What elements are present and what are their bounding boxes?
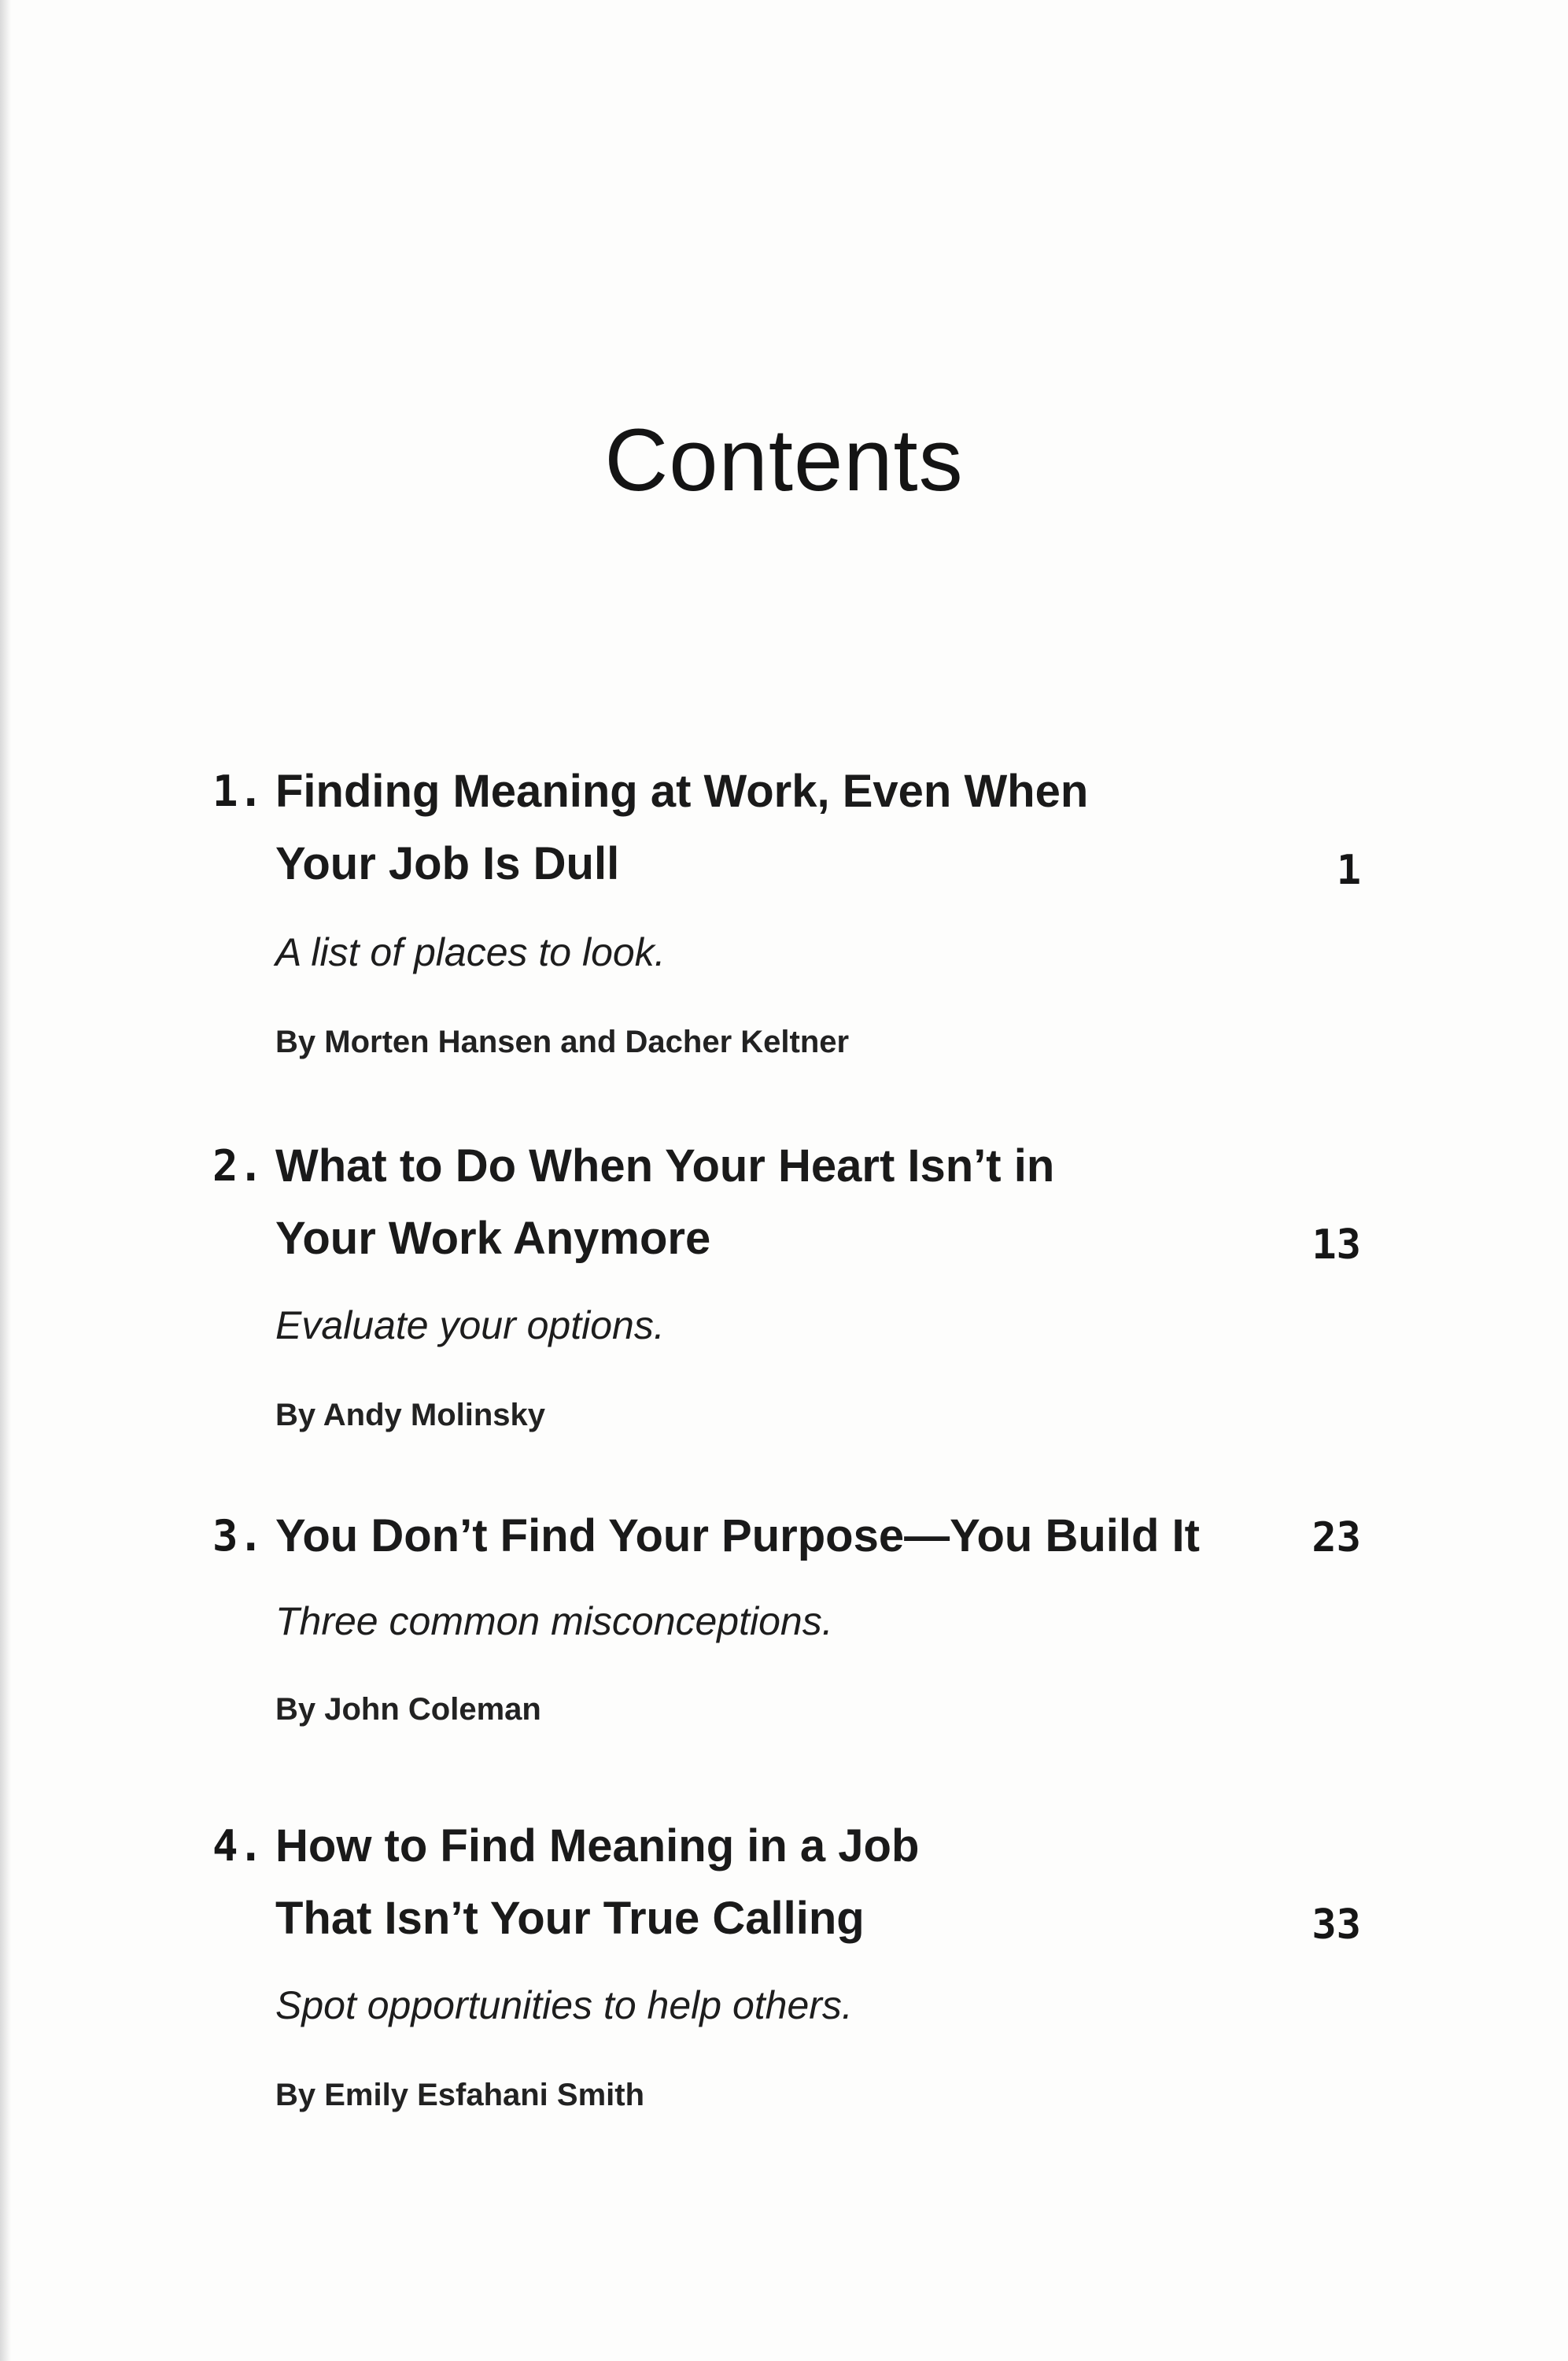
toc-entry-2[interactable] [212,1130,1361,1445]
page-edge-shadow [0,0,11,2361]
entry-title [275,756,1204,900]
entry-title-line: Your Job Is Dull [275,838,620,889]
entry-description: Spot opportunities to help others. [275,1983,853,2027]
entry-byline: By Morten Hansen and Dacher Keltner [275,1025,850,1059]
entry-description: Three common misconceptions. [275,1599,833,1643]
entry-number: 3. [212,1511,264,1561]
page-title: Contents [604,411,964,509]
entry-byline: By Emily Esfahani Smith [275,2078,645,2112]
entry-title-line: What to Do When Your Heart Isn’t in [275,1140,1055,1192]
entry-page-number: 23 [1312,1514,1361,1561]
entry-title [275,1810,1204,1955]
toc-entry-3[interactable] [212,1500,1361,1752]
entry-description: Evaluate your options. [275,1303,665,1347]
entry-title-line: You Don’t Find Your Purpose—You Build It [275,1510,1200,1561]
entry-byline: By John Coleman [275,1692,541,1727]
entry-number: 1. [212,767,264,816]
entry-page-number: 1 [1336,847,1361,894]
toc-entry-1[interactable] [212,756,1361,1070]
entry-number: 4. [212,1821,264,1871]
entry-title-line: That Isn’t Your True Calling [275,1893,865,1944]
entry-title-line: Finding Meaning at Work, Even When [275,766,1089,817]
entry-title-line: How to Find Meaning in a Job [275,1820,920,1871]
toc-entry-4[interactable] [212,1810,1361,2125]
entry-page-number: 13 [1312,1221,1361,1269]
entry-byline: By Andy Molinsky [275,1398,546,1432]
entry-number: 2. [212,1141,264,1191]
entry-description: A list of places to look. [275,930,666,974]
entry-title [275,1500,1204,1572]
entry-title [275,1130,1204,1275]
entry-page-number: 33 [1312,1901,1361,1949]
entry-title-line: Your Work Anymore [275,1213,711,1264]
